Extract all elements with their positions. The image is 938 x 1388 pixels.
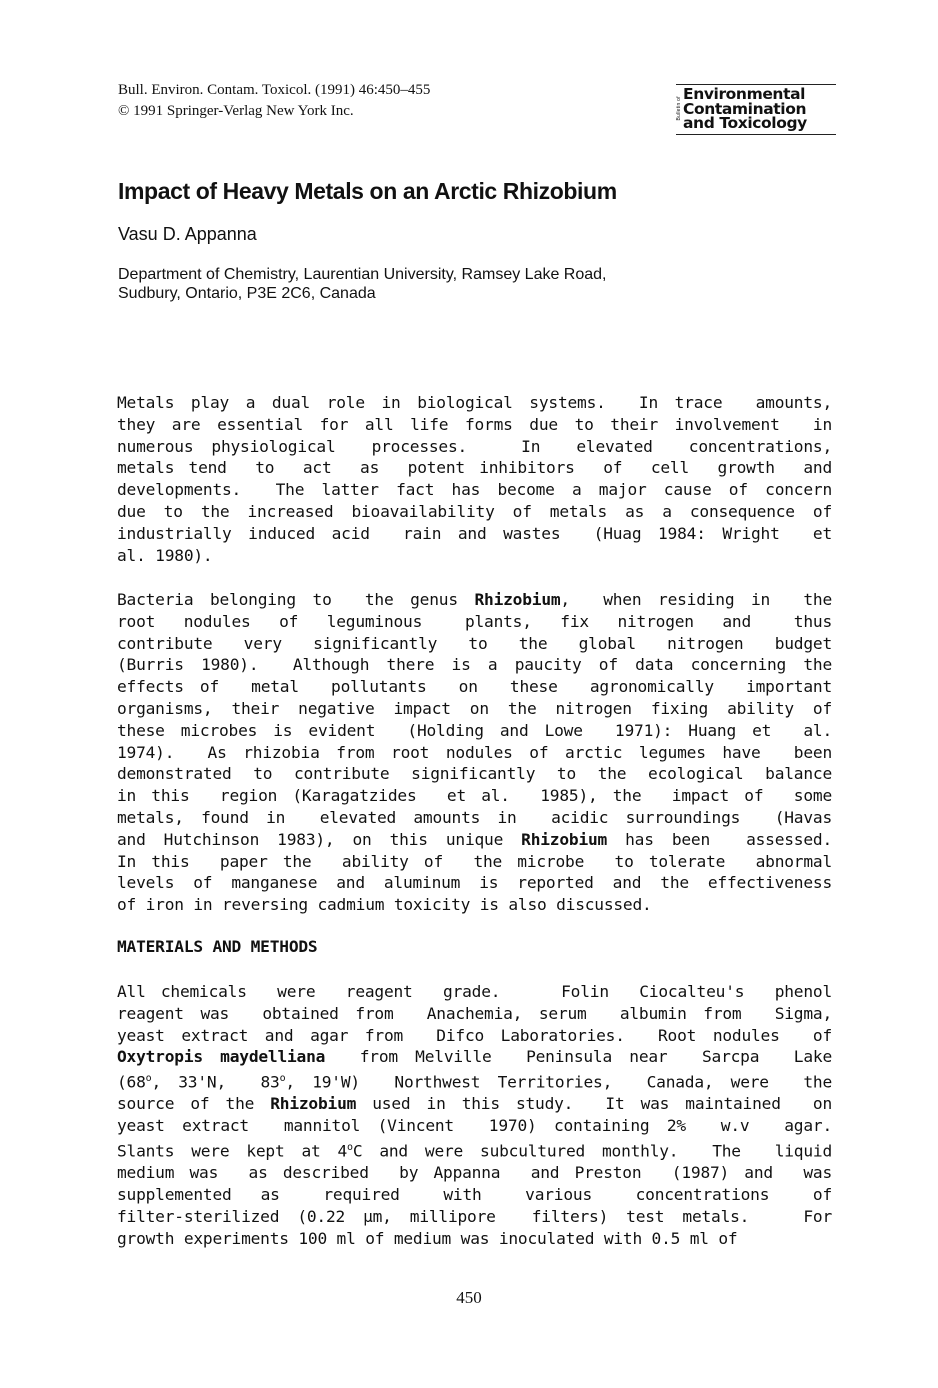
text-line: and Hutchinson 1983), on this unique Rhizobium has been assessed. <box>117 829 832 849</box>
text-line: supplemented as required with various concentrations of <box>117 1184 832 1204</box>
logo-line-2: Contamination <box>683 99 807 118</box>
text-line: reagent was obtained from Anachemia, serum albumin from Sigma, <box>117 1003 832 1023</box>
text-line: industrially induced acid rain and wastes (Huag 1984: Wright et <box>117 523 832 543</box>
text-line: al. 1980). <box>117 545 213 565</box>
affiliation <box>118 265 607 303</box>
text-line: Slants were kept at 4$^o$C and were subcultured monthly. The liquid <box>117 1141 832 1161</box>
logo-rule-bottom <box>676 134 836 135</box>
text-line: (Burris 1980). Although there is a paucity of data concerning the <box>117 655 832 675</box>
text-line: numerous physiological processes. In elevated concentrations, <box>117 436 832 456</box>
text-line: organisms, their negative impact on the nitrogen fixing ability of <box>117 698 832 718</box>
paragraph-introduction <box>117 392 832 566</box>
citation-line: Bull. Environ. Contam. Toxicol. (1991) 46:450–455 <box>118 82 431 98</box>
page-number: 450 <box>456 1288 482 1307</box>
text-line: due to the increased bioavailability of metals as a consequence of <box>117 501 832 521</box>
journal-logo <box>676 84 836 135</box>
paragraph-rhizobium <box>117 589 832 916</box>
affiliation-line: Department of Chemistry, Laurentian University, Ramsey Lake Road, <box>118 266 607 283</box>
text-line: demonstrated to contribute significantly to the ecological balance <box>117 764 832 784</box>
text-line: they are essential for all life forms due to their involvement in <box>117 414 832 434</box>
text-line: these microbes is evident (Holding and Lowe 1971): Huang et al. <box>117 720 832 740</box>
text-line: in this region (Karagatzides et al. 1985), the impact of some <box>117 786 832 806</box>
text-line: Bacteria belonging to the genus Rhizobium, when residing in the <box>117 590 832 609</box>
text-line: effects of metal pollutants on these agronomically important <box>117 677 832 697</box>
text-line: (68$^o$, 33'N, 83$^o$, 19'W) Northwest Territories, Canada, were the <box>117 1072 832 1092</box>
text-line: of iron in reversing cadmium toxicity is also discussed. <box>117 895 652 915</box>
text-line: root nodules of leguminous plants, fix nitrogen and thus <box>117 611 832 631</box>
author: Vasu D. Appanna <box>118 224 257 244</box>
text-line: medium was as described by Appanna and Preston (1987) and was <box>117 1163 832 1183</box>
logo-line-1: Environmental <box>683 85 806 103</box>
paragraph-methods <box>117 981 832 1249</box>
text-line: yeast extract mannitol (Vincent 1970) containing 2% w.v agar. <box>117 1116 832 1136</box>
text-line: growth experiments 100 ml of medium was inoculated with 0.5 ml of <box>117 1228 738 1248</box>
logo-line-3: and Toxicology <box>683 114 807 132</box>
text-line: metals, found in elevated amounts in acidic surroundings (Havas <box>117 807 832 827</box>
text-line: In this paper the ability of the microbe to tolerate abnormal <box>117 851 832 871</box>
text-line: 1974). As rhizobia from root nodules of arctic legumes have been <box>117 742 832 762</box>
copyright-line: © 1991 Springer-Verlag New York Inc. <box>118 103 354 119</box>
section-heading: MATERIALS AND METHODS <box>117 937 318 956</box>
text-line: All chemicals were reagent grade. Folin Ciocalteu's phenol <box>117 982 832 1001</box>
text-line: source of the Rhizobium used in this study. It was maintained on <box>117 1094 832 1114</box>
logo-bulletin-text: Bulletin of <box>676 96 682 121</box>
paper-title: Impact of Heavy Metals on an Arctic Rhizobium <box>118 178 617 204</box>
text-line: metals tend to act as potent inhibitors of cell growth and <box>117 458 832 478</box>
text-line: filter-sterilized (0.22 µm, millipore filters) test metals. For <box>117 1206 832 1226</box>
text-line: developments. The latter fact has become a major cause of concern <box>117 480 832 500</box>
citation <box>118 80 430 122</box>
text-line: levels of manganese and aluminum is reported and the effectiveness <box>117 873 832 893</box>
text-line: yeast extract and agar from Difco Laboratories. Root nodules of <box>117 1025 832 1045</box>
affiliation-line: Sudbury, Ontario, P3E 2C6, Canada <box>118 285 376 302</box>
text-line: Oxytropis maydelliana from Melville Peninsula near Sarcpa Lake <box>117 1047 832 1067</box>
text-line: contribute very significantly to the global nitrogen budget <box>117 633 832 653</box>
text-line: Metals play a dual role in biological systems. In trace amounts, <box>117 393 832 412</box>
